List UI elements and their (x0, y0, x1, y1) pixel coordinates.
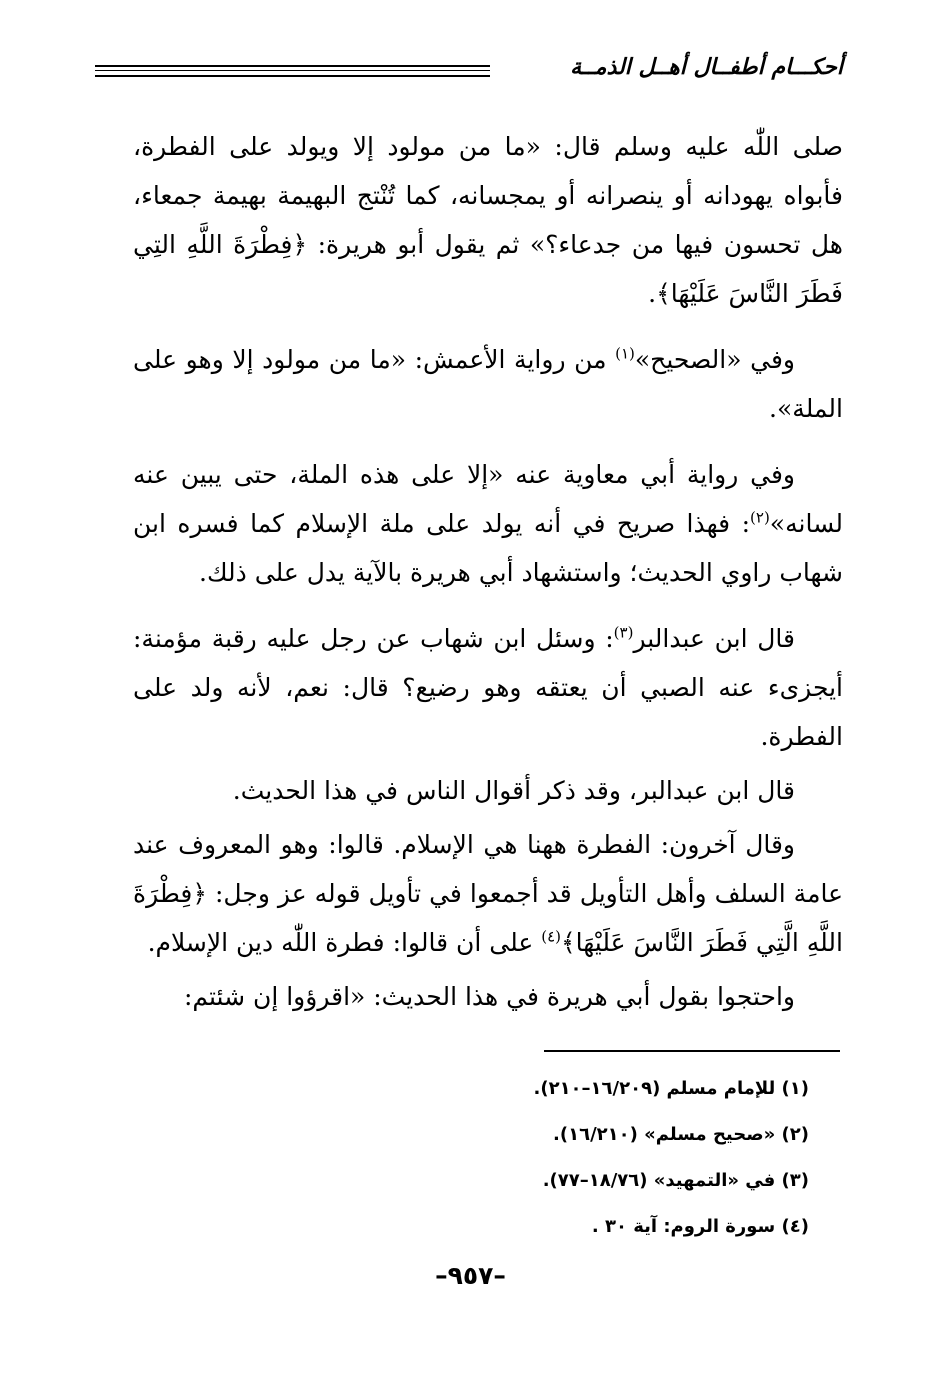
paragraph-text: : فهذا صريح في أنه يولد على ملة الإسلام كما فسره ابن شهاب راوي الحديث؛ واستشهاد أبي هريرة بالآية يدل على ذلك. (133, 509, 843, 587)
running-header-title: أحكـــام أطفــال أهــل الذمــة (570, 55, 843, 80)
footnote: (٤) سورة الروم: آية ٣٠ . (591, 1216, 809, 1237)
footnote-separator (544, 1050, 840, 1052)
main-text (133, 122, 843, 1021)
paragraph-text: وقال آخرون: الفطرة ههنا هي الإسلام. قالوا: وهو المعروف عند عامة السلف وأهل التأويل قد أجمعوا في تأويل قوله عز وجل: ﴿فِطْرَةَ اللَّهِ الَّتِي فَطَرَ النَّاسَ عَلَيْهَا﴾ (133, 830, 843, 957)
paragraph-text: واحتجوا بقول أبي هريرة في هذا الحديث: «اقرؤوا إن شئتم: (183, 982, 795, 1011)
header-rule (95, 75, 490, 77)
paragraph-text: : وسئل ابن شهاب عن رجل عليه رقبة مؤمنة: أيجزىء عنه الصبي أن يعتقه وهو رضيع؟ قال: نعم، لأنه ولد على الفطرة. (133, 624, 843, 751)
paragraph (133, 766, 843, 815)
page-number: –٩٥٧– (435, 1261, 506, 1290)
paragraph (133, 122, 843, 318)
footnote: (١) للإمام مسلم (١٦/٢٠٩–٢١٠). (533, 1078, 809, 1099)
footnote: (٣) في «التمهيد» (١٨/٧٦–٧٧). (542, 1170, 809, 1191)
footnotes (209, 1066, 809, 1250)
paragraph-text: قال ابن عبدالبر (633, 624, 796, 653)
paragraph (133, 972, 843, 1021)
paragraph (133, 820, 843, 967)
paragraph-text: وفي «الصحيح» (634, 345, 795, 374)
paragraph-text: قال ابن عبدالبر، وقد ذكر أقوال الناس في هذا الحديث. (232, 776, 795, 805)
running-header (95, 54, 843, 90)
paragraph (133, 614, 843, 761)
footnote-ref: (٢) (750, 508, 770, 527)
paragraph-text: صلى اللّٰه عليه وسلم قال: «ما من مولود إلا ويولد على الفطرة، فأبواه يهودانه أو ينصرانه أو يمجسانه، كما تُنْتج البهيمة بهيمة جمعاء، هل تحسون فيها من جدعاء؟» ثم يقول أبو هريرة: ﴿فِطْرَةَ اللَّهِ التِي فَطَرَ النَّاسَ عَلَيْهَا﴾. (133, 132, 843, 308)
paragraph (133, 450, 843, 597)
header-rule (95, 65, 490, 67)
paragraph (133, 335, 843, 433)
paragraph-text: من رواية الأعمش: «ما من مولود إلا وهو على الملة». (133, 345, 843, 423)
footnote-ref: (٤) (541, 927, 561, 946)
footnote: (٢) «صحيح مسلم» (١٦/٢١٠). (553, 1124, 809, 1145)
paragraph-text: وفي رواية أبي معاوية عنه «إلا على هذه الملة، حتى يبين عنه لسانه» (133, 460, 843, 538)
paragraph-text: على أن قالوا: فطرة اللّٰه دين الإسلام. (147, 928, 542, 957)
header-rule (95, 70, 490, 71)
footnote-ref: (١) (615, 344, 635, 363)
footnote-ref: (٣) (613, 623, 634, 642)
